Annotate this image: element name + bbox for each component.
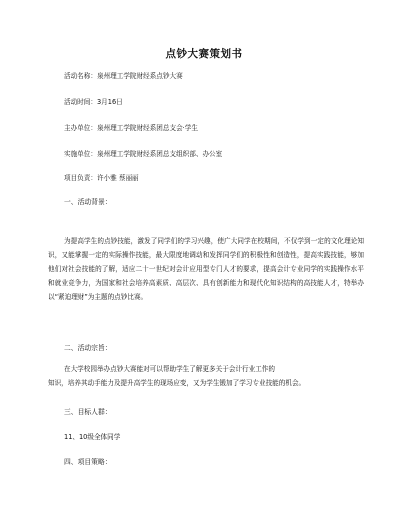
activity-name-line: 活动名称：泉州理工学院财经系点钞大赛 <box>64 72 183 80</box>
activity-time-line: 活动时间：3月16日 <box>64 98 123 106</box>
document-title: 点钞大赛策划书 <box>165 48 243 60</box>
background-paragraph: 为提高学生的点钞技能，激发了同学们的学习兴趣，使广大同学在校期间，不仅学到一定的文化理论知识，又能掌握一定的实际操作技能，最大限度地调动和发挥同学们的积极性和创造性，提高实践技能，够加他们对社会技能的了解，适应二十一世纪对会计应用型专门人才的要求，提高会计专业同学的实践操作水平和就业竞争力，为国家和社会培养高素质、高层次、具有创新能力和现代化知识结构的高技能人才，特举办以“紧迫理财”为主题的点钞比赛。 <box>48 237 364 301</box>
target-audience-text: 11、10级全体同学 <box>64 433 121 441</box>
section-heading-purpose: 二、活动宗旨： <box>64 344 112 352</box>
purpose-line-1: 在大学校园举办点钞大赛能对可以帮助学生了解更多关于会计行业工作的 <box>64 365 275 373</box>
section-heading-background: 一、活动背景： <box>64 198 112 206</box>
section-heading-strategy: 四、项目策略： <box>64 458 112 466</box>
implementer-line: 实施单位：泉州理工学院财经系团总支组织部、办公室 <box>64 150 223 158</box>
project-lead-line: 项目负责：许小雅 蔡丽丽 <box>64 174 139 182</box>
organizer-line: 主办单位：泉州理工学院财经系团总支会·学生 <box>64 124 198 132</box>
purpose-line-2: 知识，培养其动手能力及提升高学生的现场应变，又为学生锻加了学习专业技能的机会。 <box>48 379 306 387</box>
purpose-paragraph <box>48 362 364 390</box>
section-heading-target: 三、目标人群： <box>64 408 112 416</box>
